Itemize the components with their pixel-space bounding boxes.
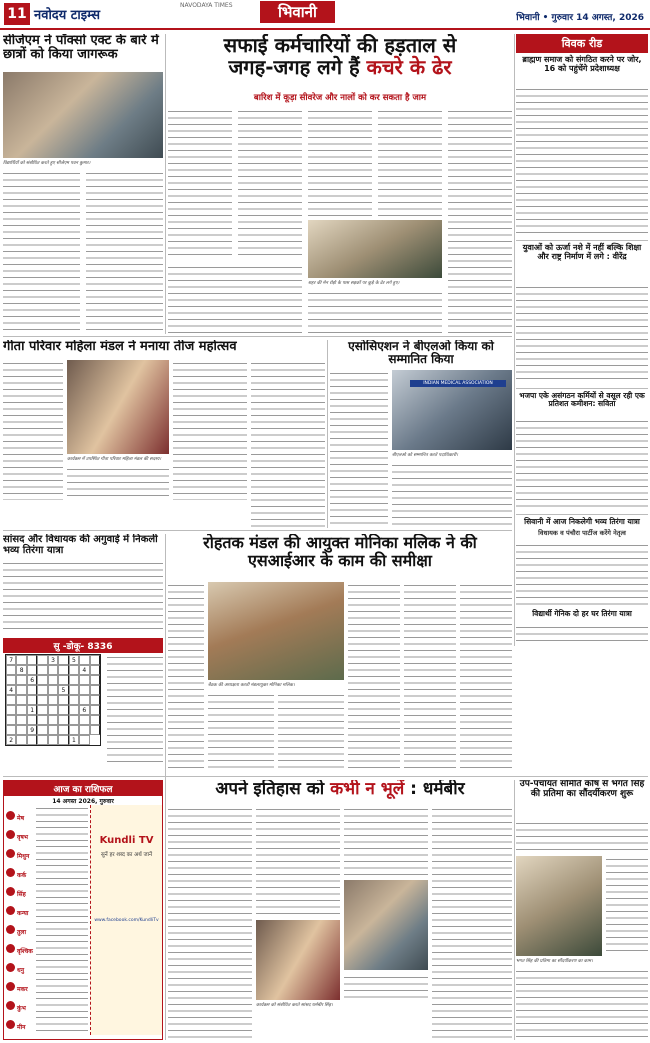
sudoku-cell[interactable] — [69, 675, 79, 685]
zodiac-icon — [6, 944, 15, 953]
sudoku-cell[interactable] — [90, 695, 100, 705]
sudoku-cell[interactable] — [16, 675, 26, 685]
story-tiranga-headline: सांसद और विधायक की अगुवाई में निकली भव्य तिरंगा यात्रा — [3, 534, 158, 556]
sudoku-cell[interactable] — [48, 725, 58, 735]
story-rohtak-body-4 — [348, 582, 400, 772]
story-teej-photo — [67, 360, 169, 454]
story-teej-caption: कार्यक्रम में उपस्थित गीता परिवार महिला मंडल की सदस्य। — [67, 457, 162, 462]
right-column — [516, 34, 648, 646]
rashifal-sign: मेष — [17, 815, 25, 822]
sudoku-cell[interactable] — [27, 685, 37, 695]
rashifal-sign: धनु — [17, 967, 25, 974]
lead-headline-1: सफाई कर्मचारियों की हड़ताल से — [223, 34, 457, 57]
story-bhagat-singh-body-1 — [516, 820, 648, 852]
story-bhagat-singh-body-2 — [606, 856, 648, 956]
sudoku-cell[interactable] — [6, 665, 16, 675]
sudoku-instructions — [107, 654, 163, 764]
rashifal-item — [6, 957, 88, 975]
rashifal-text — [36, 900, 88, 917]
bjp-headline: भजपा एके असंगठन कर्मियों से वसूल रही एक प्रतिशत कमीशन: सविता — [519, 391, 645, 409]
lead-body-4 — [378, 108, 442, 216]
story-dharambir-body-1 — [168, 806, 252, 1040]
rashifal-item — [6, 824, 88, 842]
lead-body-6 — [308, 290, 442, 334]
zodiac-icon — [6, 1001, 15, 1010]
story-dharambir-headline-b: कभी न भूलें — [330, 780, 405, 799]
sudoku-cell[interactable] — [16, 715, 26, 725]
story-ima-caption: बीएलओ को सम्मानित करते पदाधिकारी। — [392, 453, 458, 458]
rashifal-sign: मिथुन — [17, 853, 30, 860]
sudoku-title: सु -डोकू- 8336 — [3, 638, 163, 653]
rashifal-text — [36, 824, 88, 841]
rashifal-item — [6, 900, 88, 918]
brand-title: नवोदय टाइम्स — [34, 8, 101, 23]
rashifal-item — [6, 843, 88, 861]
rashifal-text — [36, 805, 88, 822]
lead-story — [168, 34, 512, 334]
sudoku-cell[interactable] — [37, 695, 47, 705]
story-rohtak-body-5 — [404, 582, 456, 772]
story-bhagat-singh-photo — [516, 856, 602, 956]
siwani-body — [516, 542, 648, 606]
sudoku-cell[interactable] — [27, 735, 37, 745]
sudoku-cell[interactable] — [48, 665, 58, 675]
sudoku-cell[interactable] — [27, 695, 37, 705]
story-pocso-body-2 — [86, 170, 163, 330]
sudoku-cell[interactable] — [90, 715, 100, 725]
story-dharambir-headline-c: : धर्मबीर — [404, 780, 465, 799]
kundli-ad-brand: Kundli TV — [99, 835, 154, 846]
sudoku-cell[interactable] — [6, 705, 16, 715]
rashifal-text — [36, 976, 88, 993]
rashifal-item — [6, 976, 88, 994]
rashifal-item — [6, 1014, 88, 1032]
story-dharambir-headline — [168, 780, 512, 799]
vivek-headline: ब्राह्मण समाज को संगठित करने पर जोर, 16 को पहुंचेंगे प्रदेशाध्यक्ष — [522, 55, 642, 73]
sudoku-cell[interactable] — [58, 665, 68, 675]
sudoku-cell[interactable] — [48, 675, 58, 685]
story-teej — [3, 340, 325, 528]
sudoku-cell[interactable]: 9 — [27, 725, 37, 735]
sudoku-cell[interactable] — [27, 665, 37, 675]
rashifal-item — [6, 919, 88, 937]
rashifal-sign: मीन — [17, 1024, 26, 1031]
story-teej-body-1 — [3, 360, 63, 500]
story-teej-body-3 — [251, 360, 325, 528]
vivek-body — [516, 86, 648, 236]
story-pocso-headline: सीजेएम ने पॉक्सो एक्ट के बारे में छात्रों को किया जागरूक — [3, 34, 159, 63]
sudoku-cell[interactable] — [79, 695, 89, 705]
rashifal-text — [36, 881, 88, 898]
story-ima-headline: एसोसिएशन ने बीएलओ किया को सम्मानित किया — [348, 340, 494, 367]
story-rohtak-body-3 — [278, 692, 344, 772]
story-rohtak-body-6 — [460, 582, 512, 772]
story-dharambir-body-4 — [432, 806, 512, 1040]
zodiac-icon — [6, 925, 15, 934]
sudoku-cell[interactable] — [48, 705, 58, 715]
sudoku-cell[interactable] — [90, 705, 100, 715]
sudoku-cell[interactable]: 3 — [48, 655, 58, 665]
rashifal-item — [6, 862, 88, 880]
sudoku-cell[interactable] — [69, 695, 79, 705]
sudoku-cell[interactable] — [37, 715, 47, 725]
story-pocso-body-1 — [3, 170, 80, 330]
sudoku-cell[interactable] — [58, 655, 68, 665]
sudoku-cell[interactable] — [48, 715, 58, 725]
sudoku-cell[interactable]: 6 — [79, 705, 89, 715]
rashifal-text — [36, 995, 88, 1012]
students-headline: विद्यार्थी गेनिक दो हर घर तिरंगा यात्रा — [532, 609, 632, 618]
sudoku-cell[interactable] — [69, 715, 79, 725]
yuva-headline: युवाओं को ऊर्जा नशे में नहीं बल्कि शिक्षा और राष्ट्र निर्माण में लगे : वीरेंद्र — [522, 243, 642, 261]
lead-caption: शहर की मेन रोड़ो के पास सड़कों पर कूड़े के ढेर लगे हुए। — [308, 281, 400, 286]
story-dharambir-headline-a: अपने इतिहास को — [215, 780, 331, 799]
sudoku-cell[interactable] — [58, 675, 68, 685]
story-rohtak-headline: रोहतक मंडल की आयुक्त मोनिका मलिक ने की एसआईआर के काम की समीक्षा — [203, 534, 477, 570]
sudoku-cell[interactable] — [69, 705, 79, 715]
sudoku-cell[interactable] — [37, 725, 47, 735]
rashifal-sign: कन्या — [17, 910, 29, 917]
sudoku-cell[interactable] — [79, 725, 89, 735]
sudoku-cell[interactable] — [16, 725, 26, 735]
kundli-ad-tagline: सुनें हर शब्द का अर्थ जानें — [100, 852, 153, 858]
sudoku-cell[interactable] — [37, 705, 47, 715]
lead-subhead: बारिश में कूड़ा सीवरेज और नालों को कर सकता है जाम — [198, 90, 482, 105]
sudoku-cell[interactable] — [37, 655, 47, 665]
zodiac-icon — [6, 830, 15, 839]
sudoku-cell[interactable] — [37, 675, 47, 685]
story-teej-body-4 — [67, 466, 169, 500]
sudoku-cell[interactable]: 2 — [6, 735, 16, 745]
students-body — [516, 624, 648, 646]
story-tiranga — [3, 534, 163, 634]
sudoku-cell[interactable] — [16, 695, 26, 705]
sudoku-cell[interactable] — [6, 695, 16, 705]
story-dharambir-photo2 — [256, 920, 340, 1000]
rashifal-text — [36, 843, 88, 860]
sudoku-cell[interactable]: 4 — [6, 685, 16, 695]
rashifal-item — [6, 938, 88, 956]
sudoku-cell[interactable] — [48, 695, 58, 705]
rashifal-box — [3, 780, 163, 1040]
lead-headline-2a: जगह-जगह लगे हैं — [228, 55, 367, 79]
zodiac-icon — [6, 906, 15, 915]
rashifal-title: आज का राशिफल — [4, 781, 162, 796]
rashifal-sign: तुला — [17, 929, 27, 936]
kundli-ad[interactable] — [90, 805, 162, 1035]
sudoku-cell[interactable]: 1 — [69, 735, 79, 745]
rashifal-sign: वृषभ — [17, 834, 29, 841]
sudoku-cell[interactable] — [37, 665, 47, 675]
lead-headline-2b: कचरे के ढेर — [366, 55, 452, 79]
sudoku-cell[interactable] — [69, 725, 79, 735]
rashifal-item — [6, 805, 88, 823]
sudoku-cell[interactable] — [90, 655, 100, 665]
sudoku-cell[interactable] — [27, 655, 37, 665]
rashifal-sign: मकर — [17, 986, 28, 993]
story-rohtak-body-1 — [168, 582, 204, 772]
lead-photo — [308, 220, 442, 278]
sudoku-cell[interactable] — [79, 685, 89, 695]
brand-small: NAVODAYA TIMES — [180, 2, 233, 9]
lead-body-1 — [168, 108, 232, 258]
rashifal-text — [36, 938, 88, 955]
sudoku-cell[interactable]: 6 — [27, 675, 37, 685]
zodiac-icon — [6, 963, 15, 972]
rashifal-sign: वृश्चिक — [17, 948, 33, 955]
city-banner: भिवानी — [260, 1, 335, 23]
lead-body-5 — [448, 108, 512, 334]
sudoku-cell[interactable] — [37, 685, 47, 695]
story-dharambir-body-2 — [256, 806, 340, 916]
story-bhagat-singh-headline: उप-पंचायत समिति कोष से भगत सिंह की प्रतिमा का सौंदर्यीकरण शुरू — [519, 780, 645, 799]
story-teej-headline: गीता परिवार महिला मंडल ने मनाया तीज महोत्सव — [3, 340, 237, 354]
sudoku-grid[interactable] — [5, 654, 101, 746]
story-bhagat-singh-body-3 — [516, 968, 648, 1040]
siwani-subhead: विधायक व पंचौरा पार्टीज करेंगे नेतृत्व — [538, 529, 626, 537]
sudoku-cell[interactable] — [79, 655, 89, 665]
story-dharambir-photo — [344, 880, 428, 970]
sudoku-cell[interactable] — [69, 685, 79, 695]
sudoku-cell[interactable] — [48, 685, 58, 695]
lead-body-7 — [168, 264, 302, 334]
sudoku-cell[interactable] — [79, 735, 89, 745]
sudoku-cell[interactable] — [69, 665, 79, 675]
sudoku-box — [3, 638, 163, 772]
date-line: भिवानी • गुरुवार 14 अगस्त, 2026 — [516, 13, 644, 23]
rashifal-item — [6, 881, 88, 899]
sudoku-cell[interactable] — [27, 715, 37, 725]
sudoku-cell[interactable]: 5 — [69, 655, 79, 665]
sudoku-cell[interactable] — [16, 735, 26, 745]
rashifal-sign: सिंह — [17, 891, 26, 898]
yuva-body — [516, 284, 648, 384]
sudoku-cell[interactable] — [48, 735, 58, 745]
bjp-body — [516, 418, 648, 510]
sudoku-cell[interactable] — [6, 725, 16, 735]
sudoku-cell[interactable] — [58, 725, 68, 735]
rashifal-text — [36, 919, 88, 936]
masthead — [0, 0, 650, 30]
rashifal-text — [36, 1014, 88, 1031]
sudoku-cell[interactable] — [58, 735, 68, 745]
sudoku-cell[interactable]: 4 — [79, 665, 89, 675]
sudoku-cell[interactable] — [37, 735, 47, 745]
story-ima — [330, 340, 512, 528]
page-number: 11 — [4, 3, 30, 25]
story-dharambir-body-3 — [344, 806, 428, 876]
sudoku-cell[interactable] — [6, 715, 16, 725]
story-teej-body-2 — [173, 360, 247, 500]
sudoku-cell[interactable]: 5 — [58, 685, 68, 695]
sudoku-cell[interactable] — [16, 655, 26, 665]
sudoku-cell[interactable] — [16, 705, 26, 715]
sudoku-cell[interactable] — [90, 685, 100, 695]
rashifal-sign: कुंभ — [17, 1005, 26, 1012]
story-ima-body-2 — [392, 462, 512, 528]
sudoku-cell[interactable]: 8 — [16, 665, 26, 675]
zodiac-icon — [6, 849, 15, 858]
sudoku-cell[interactable]: 1 — [27, 705, 37, 715]
rashifal-list — [6, 805, 88, 1035]
rashifal-sign: कर्क — [17, 872, 27, 879]
lead-headline-2 — [168, 56, 512, 78]
zodiac-icon — [6, 982, 15, 991]
vivek-tag: विवक रीड — [516, 34, 648, 53]
kundli-ad-url: www.facebook.com/KundliTv — [94, 918, 159, 923]
story-dharambir-body-5 — [344, 974, 428, 1000]
story-pocso-photo — [3, 72, 163, 158]
sudoku-cell[interactable] — [90, 725, 100, 735]
zodiac-icon — [6, 811, 15, 820]
story-bhagat-singh — [516, 780, 648, 1040]
zodiac-icon — [6, 887, 15, 896]
story-tiranga-body — [3, 560, 163, 634]
lead-body-2 — [238, 108, 302, 258]
sudoku-cell[interactable] — [90, 665, 100, 675]
story-bhagat-singh-caption: भगत सिंह की प्रतिमा का सौंदर्यीकरण का काम। — [516, 959, 593, 964]
story-rohtak-caption: बैठक की अध्यक्षता करती मंडलायुक्त मोनिका मलिक। — [208, 683, 295, 688]
story-ima-body-1 — [330, 370, 388, 528]
sudoku-cell[interactable] — [6, 675, 16, 685]
story-pocso — [3, 34, 163, 334]
lead-body-3 — [308, 108, 372, 216]
sudoku-cell[interactable] — [16, 685, 26, 695]
zodiac-icon — [6, 1020, 15, 1029]
story-rohtak — [168, 534, 512, 772]
sudoku-cell[interactable] — [79, 715, 89, 725]
story-rohtak-photo — [208, 582, 344, 680]
rashifal-text — [36, 957, 88, 974]
siwani-headline: सिवानी में आज निकलेगी भव्य तिरंगा यात्रा — [524, 517, 640, 526]
rashifal-date: 14 अगस्त 2026, गुरुवार — [52, 798, 114, 805]
sudoku-cell[interactable] — [90, 675, 100, 685]
rashifal-text — [36, 862, 88, 879]
story-dharambir — [168, 780, 512, 1040]
story-pocso-caption: विद्यार्थियों को संबोधित करते हुए सीजेएम पवन कुमार। — [3, 161, 91, 166]
zodiac-icon — [6, 868, 15, 877]
sudoku-cell[interactable] — [58, 715, 68, 725]
rashifal-item — [6, 995, 88, 1013]
story-ima-photo-banner: INDIAN MEDICAL ASSOCIATION — [410, 380, 506, 387]
story-rohtak-body-2 — [208, 692, 274, 772]
sudoku-cell[interactable]: 7 — [6, 655, 16, 665]
sudoku-cell[interactable] — [58, 705, 68, 715]
sudoku-cell[interactable] — [79, 675, 89, 685]
sudoku-cell[interactable] — [58, 695, 68, 705]
story-dharambir-caption: कार्यक्रम को संबोधित करते सांसद धर्मबीर सिंह। — [256, 1003, 333, 1008]
